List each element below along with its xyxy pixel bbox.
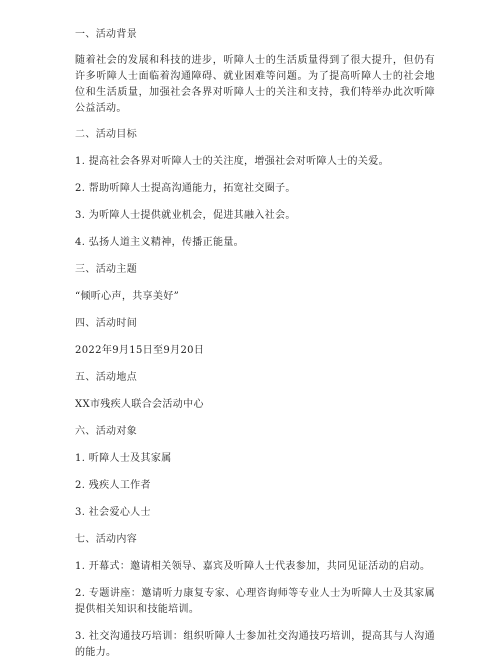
content-item: 3. 社交沟通技巧培训：组织听障人士参加社交沟通技巧培训，提高其与人沟通的能力。 [75,631,435,658]
section-heading-audience: 六、活动对象 [75,426,138,437]
audience-item: 1. 听障人士及其家属 [75,453,172,464]
section-heading-background: 一、活动背景 [75,29,138,40]
content-item: 2. 专题讲座：邀请听力康复专家、心理咨询师等专业人士为听障人士及其家属提供相关知识和技能培训。 [75,588,435,615]
time-text: 2022年9月15日至9月20日 [75,345,205,356]
goal-item: 4. 弘扬人道主义精神，传播正能量。 [75,237,245,248]
section-heading-theme: 三、活动主题 [75,264,138,275]
section-heading-place: 五、活动地点 [75,372,138,383]
audience-item: 2. 残疾人工作者 [75,480,151,491]
audience-item: 3. 社会爱心人士 [75,507,151,518]
background-paragraph: 随着社会的发展和科技的进步，听障人士的生活质量得到了很大提升，但仍有许多听障人士面临着沟通障碍、就业困难等问题。为了提高听障人士的社会地位和生活质量，加强社会各界对听障人士的关注和支持，我们特举办此次听障公益活动。 [75,55,435,114]
section-heading-content: 七、活动内容 [75,534,138,545]
content-item: 1. 开幕式：邀请相关领导、嘉宾及听障人士代表参加，共同见证活动的启动。 [75,561,431,572]
section-heading-time: 四、活动时间 [75,318,138,329]
goal-item: 3. 为听障人士提供就业机会，促进其融入社会。 [75,210,296,221]
goal-item: 2. 帮助听障人士提高沟通能力，拓宽社交圈子。 [75,183,296,194]
place-text: XX市残疾人联合会活动中心 [75,399,204,410]
document-page [75,27,435,661]
section-heading-goals: 二、活动目标 [75,129,138,140]
theme-text: “倾听心声，共享美好” [75,291,180,302]
goal-item: 1. 提高社会各界对听障人士的关注度，增强社会对听障人士的关爱。 [75,156,389,167]
